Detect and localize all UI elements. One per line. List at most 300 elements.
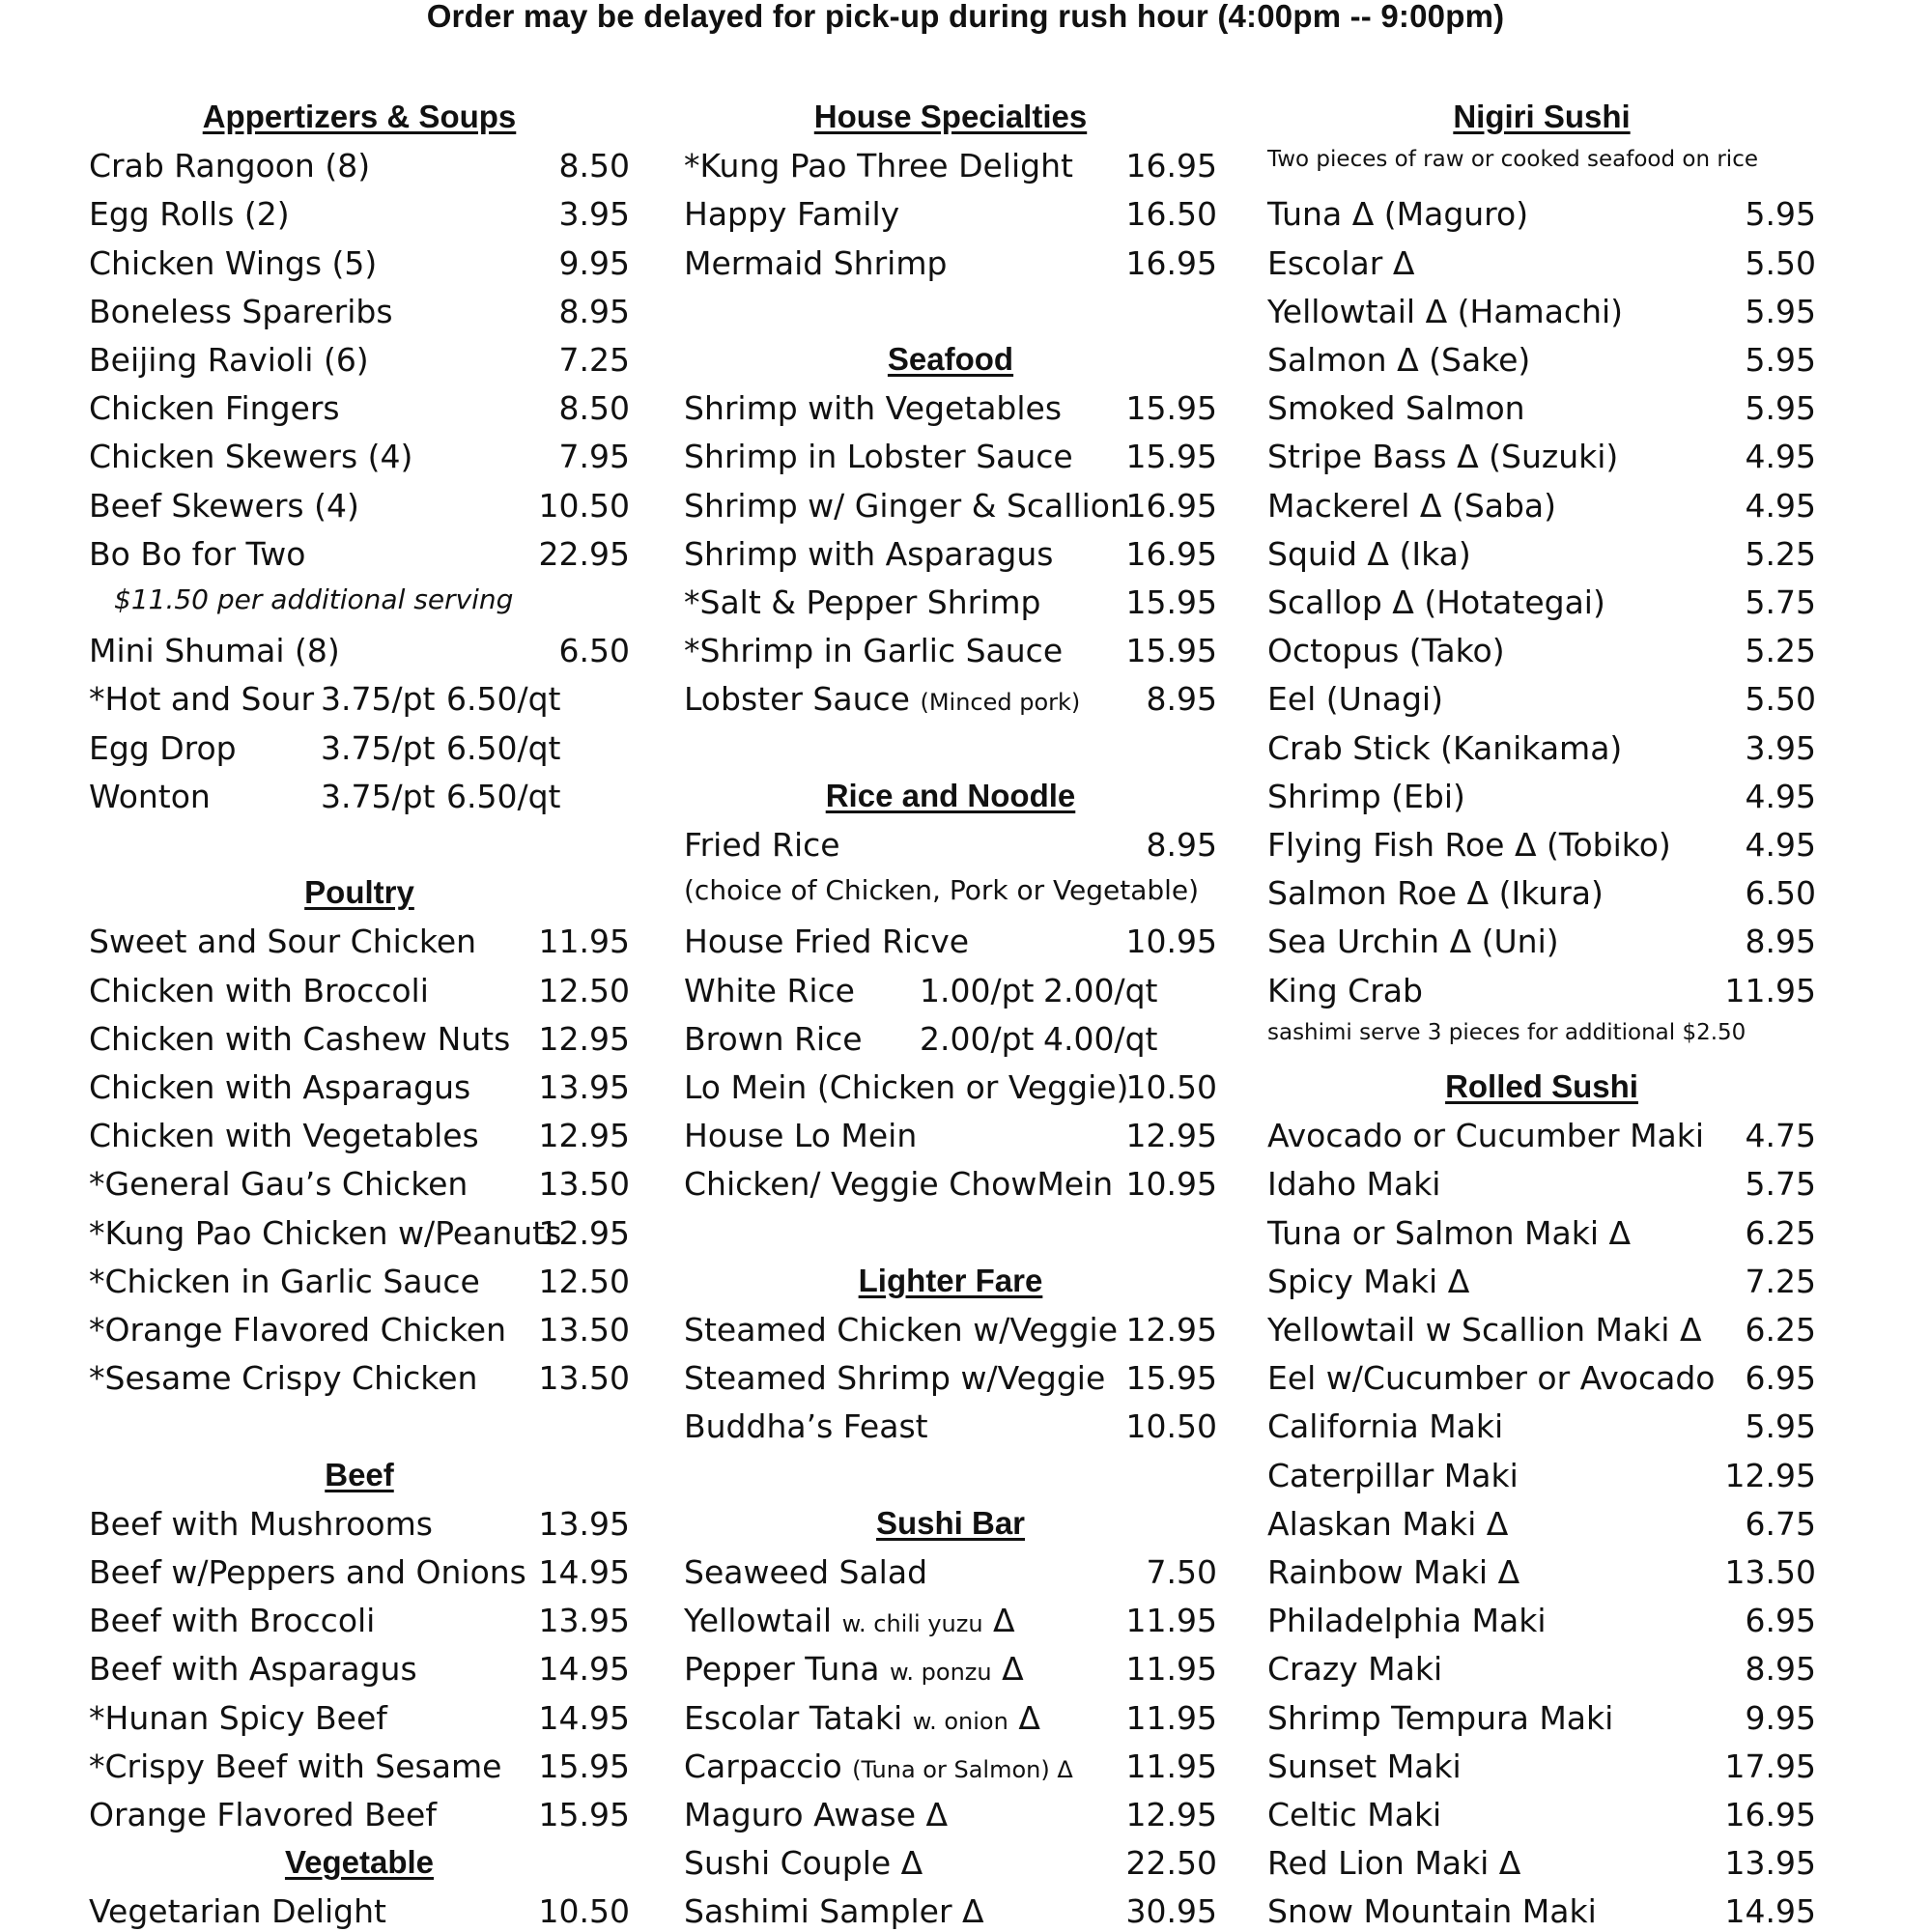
menu-item xyxy=(89,1553,630,1591)
item-name: Salmon Δ (Sake) xyxy=(1267,341,1531,379)
menu-item xyxy=(684,244,1217,282)
item-price: 7.25 xyxy=(1745,1262,1816,1300)
item-name: Beef w/Peppers and Onions xyxy=(89,1553,526,1591)
item-price: 12.50 xyxy=(538,1262,630,1300)
item-name: *Kung Pao Three Delight xyxy=(684,147,1073,185)
menu-item xyxy=(89,1311,630,1349)
item-price: 15.95 xyxy=(1125,389,1217,428)
item-name: Lo Mein (Chicken or Veggie) xyxy=(684,1068,1129,1106)
menu-item xyxy=(1267,1359,1816,1397)
menu-item xyxy=(684,1699,1217,1737)
item-price: 11.95 xyxy=(1125,1747,1217,1785)
item-price: 8.95 xyxy=(1745,923,1816,961)
menu-item xyxy=(684,1165,1217,1203)
menu-item xyxy=(684,1602,1217,1639)
item-quart-price: 2.00/qt xyxy=(1043,971,1158,1009)
item-name: Chicken/ Veggie ChowMein xyxy=(684,1165,1114,1204)
item-name: Alaskan Maki Δ xyxy=(1267,1504,1509,1543)
item-price: 8.95 xyxy=(1146,826,1217,864)
menu-item xyxy=(684,1844,1217,1882)
item-price: 9.95 xyxy=(1745,1698,1816,1737)
item-name: Philadelphia Maki xyxy=(1267,1602,1547,1640)
item-name: King Crab xyxy=(1267,971,1423,1009)
item-pint-price: 2.00/pt xyxy=(920,1019,1035,1058)
menu-note: $11.50 per additional serving xyxy=(114,583,514,615)
item-name: Steamed Chicken w/Veggie xyxy=(684,1311,1118,1349)
item-name: Beef with Asparagus xyxy=(89,1650,417,1689)
menu-item xyxy=(1267,1699,1816,1737)
item-name: Sashimi Sampler Δ xyxy=(684,1892,984,1931)
item-name: Chicken Fingers xyxy=(89,389,340,428)
item-name: Egg Drop xyxy=(89,728,237,767)
menu-item xyxy=(1267,438,1816,475)
menu-item xyxy=(89,293,630,330)
menu-item xyxy=(684,1892,1217,1930)
menu-item xyxy=(89,535,630,573)
item-name: Bo Bo for Two xyxy=(89,534,306,573)
item-name: Smoked Salmon xyxy=(1267,389,1525,428)
item-price: 12.95 xyxy=(1125,1117,1217,1155)
menu-item xyxy=(684,1747,1217,1785)
item-price: 5.75 xyxy=(1745,1165,1816,1204)
menu-item xyxy=(684,1359,1217,1397)
item-price: 16.50 xyxy=(1125,195,1217,234)
menu-item xyxy=(684,1311,1217,1349)
item-price: 6.50 xyxy=(1745,874,1816,913)
item-name: Snow Mountain Maki xyxy=(1267,1892,1597,1931)
menu-item xyxy=(1267,1844,1816,1882)
item-name: Stripe Bass Δ (Suzuki) xyxy=(1267,438,1619,476)
menu-item xyxy=(1267,1311,1816,1349)
item-name: Crab Stick (Kanikama) xyxy=(1267,728,1623,767)
item-name: Spicy Maki Δ xyxy=(1267,1262,1470,1300)
item-price: 14.95 xyxy=(538,1553,630,1591)
item-price: 11.95 xyxy=(538,923,630,961)
item-name: Sweet and Sour Chicken xyxy=(89,923,477,961)
menu-item xyxy=(89,1747,630,1785)
menu-item xyxy=(89,1650,630,1688)
item-name: Chicken Skewers (4) xyxy=(89,438,413,476)
item-price: 3.95 xyxy=(1745,728,1816,767)
item-price: 11.95 xyxy=(1125,1698,1217,1737)
item-name: Shrimp in Lobster Sauce xyxy=(684,438,1073,476)
menu-item xyxy=(89,1602,630,1639)
item-name: Buddha’s Feast xyxy=(684,1407,928,1446)
item-quart-price: 6.50/qt xyxy=(446,777,561,815)
item-name: Tuna Δ (Maguro) xyxy=(1267,195,1529,234)
raw-fish-marker: Δ xyxy=(1018,1698,1040,1737)
item-name: Happy Family xyxy=(684,195,900,234)
menu-item xyxy=(1267,826,1816,864)
item-name: Seaweed Salad xyxy=(684,1553,928,1591)
item-price: 5.50 xyxy=(1745,243,1816,282)
menu-item xyxy=(1267,1214,1816,1252)
item-price: 5.25 xyxy=(1745,632,1816,670)
item-pint-price: 3.75/pt xyxy=(321,777,436,815)
item-price: 6.75 xyxy=(1745,1504,1816,1543)
menu-item xyxy=(684,147,1217,185)
item-pint-price: 3.75/pt xyxy=(321,728,436,767)
item-price: 5.50 xyxy=(1745,680,1816,719)
item-price: 16.95 xyxy=(1125,243,1217,282)
menu-item xyxy=(1267,341,1816,379)
item-price: 15.95 xyxy=(538,1747,630,1785)
item-name: Squid Δ (Ika) xyxy=(1267,534,1471,573)
section-heading-seafood: Seafood xyxy=(887,341,1014,377)
item-name: Chicken with Broccoli xyxy=(89,971,429,1009)
item-price: 17.95 xyxy=(1724,1747,1816,1785)
menu-item xyxy=(89,1359,630,1397)
item-name: Eel (Unagi) xyxy=(1267,680,1443,719)
item-pint-price: 3.75/pt xyxy=(321,680,436,719)
item-price: 11.95 xyxy=(1724,971,1816,1009)
menu-item xyxy=(89,729,630,767)
item-name: Mermaid Shrimp xyxy=(684,243,948,282)
item-name: Carpaccio xyxy=(684,1747,842,1785)
item-detail: w. onion xyxy=(912,1707,1008,1735)
item-name: Sunset Maki xyxy=(1267,1747,1462,1785)
item-price: 5.95 xyxy=(1745,1407,1816,1446)
item-price: 15.95 xyxy=(538,1796,630,1833)
menu-item xyxy=(684,680,1217,718)
menu-item xyxy=(1267,1165,1816,1203)
menu-item xyxy=(89,1165,630,1203)
menu-item xyxy=(89,1796,630,1833)
menu-item xyxy=(1267,1650,1816,1688)
section-heading-rolled-sushi: Rolled Sushi xyxy=(1445,1068,1638,1104)
item-price: 12.95 xyxy=(538,1019,630,1058)
item-price: 7.25 xyxy=(558,341,630,379)
menu-item xyxy=(684,1020,1217,1058)
menu-item xyxy=(1267,1117,1816,1154)
item-price: 14.95 xyxy=(1724,1892,1816,1931)
item-price: 16.95 xyxy=(1724,1796,1816,1833)
menu-item xyxy=(89,1505,630,1543)
item-price: 13.50 xyxy=(538,1359,630,1398)
item-name: House Fried Ricve xyxy=(684,923,970,961)
item-name: Shrimp w/ Ginger & Scallion xyxy=(684,486,1130,525)
item-name: White Rice xyxy=(684,971,855,1009)
item-name: Crab Rangoon (8) xyxy=(89,147,371,185)
item-price: 8.50 xyxy=(558,147,630,185)
item-name: Caterpillar Maki xyxy=(1267,1456,1519,1494)
menu-item xyxy=(1267,680,1816,718)
menu-item xyxy=(1267,778,1816,815)
section-heading-nigiri-sushi: Nigiri Sushi xyxy=(1453,99,1631,134)
item-quart-price: 6.50/qt xyxy=(446,728,561,767)
item-price: 14.95 xyxy=(538,1650,630,1689)
item-price: 12.95 xyxy=(1125,1311,1217,1349)
menu-item xyxy=(89,1214,630,1252)
menu-item xyxy=(89,778,630,815)
item-name: Beef with Mushrooms xyxy=(89,1504,433,1543)
item-quart-price: 6.50/qt xyxy=(446,680,561,719)
item-name: Mini Shumai (8) xyxy=(89,632,340,670)
item-detail: w. chili yuzu xyxy=(841,1610,983,1638)
menu-item xyxy=(1267,195,1816,233)
item-price: 10.50 xyxy=(1125,1068,1217,1106)
item-name: Shrimp with Vegetables xyxy=(684,389,1063,428)
item-price: 10.50 xyxy=(538,1892,630,1931)
menu-item xyxy=(684,826,1217,864)
item-detail: (Minced pork) xyxy=(920,689,1081,717)
menu-item xyxy=(684,438,1217,475)
item-price: 10.95 xyxy=(1125,923,1217,961)
item-name: Red Lion Maki Δ xyxy=(1267,1844,1521,1883)
item-name: Wonton xyxy=(89,777,211,815)
item-name: Boneless Spareribs xyxy=(89,292,393,330)
item-name: Pepper Tuna xyxy=(684,1650,880,1689)
item-price: 13.50 xyxy=(538,1311,630,1349)
item-name: Tuna or Salmon Maki Δ xyxy=(1267,1213,1632,1252)
menu-item xyxy=(89,1068,630,1106)
menu-item xyxy=(1267,1892,1816,1930)
menu-item xyxy=(1267,1796,1816,1833)
item-name: Mackerel Δ (Saba) xyxy=(1267,486,1557,525)
item-name: Chicken Wings (5) xyxy=(89,243,378,282)
item-name: Shrimp (Ebi) xyxy=(1267,777,1465,815)
menu-item xyxy=(1267,389,1816,427)
item-price: 3.95 xyxy=(558,195,630,234)
item-name: Steamed Shrimp w/Veggie xyxy=(684,1359,1106,1398)
item-price: 13.95 xyxy=(538,1602,630,1640)
section-heading-vegetable: Vegetable xyxy=(284,1844,435,1881)
item-price: 4.95 xyxy=(1745,826,1816,864)
menu-item xyxy=(684,583,1217,621)
item-name: Egg Rolls (2) xyxy=(89,195,290,234)
menu-item xyxy=(89,1892,630,1930)
item-price: 30.95 xyxy=(1125,1892,1217,1931)
item-name: House Lo Mein xyxy=(684,1117,918,1155)
item-price: 13.50 xyxy=(538,1165,630,1204)
menu-item xyxy=(89,195,630,233)
item-price: 13.50 xyxy=(1724,1553,1816,1591)
item-name: Fried Rice xyxy=(684,826,840,864)
menu-item xyxy=(89,438,630,475)
item-price: 12.95 xyxy=(538,1117,630,1155)
item-price: 6.95 xyxy=(1745,1602,1816,1640)
menu-item xyxy=(89,680,630,718)
item-name: Sea Urchin Δ (Uni) xyxy=(1267,923,1559,961)
item-price: 12.95 xyxy=(538,1213,630,1252)
item-name: *Chicken in Garlic Sauce xyxy=(89,1262,480,1300)
item-name: Chicken with Vegetables xyxy=(89,1117,479,1155)
menu-item xyxy=(684,195,1217,233)
item-price: 12.95 xyxy=(1125,1796,1217,1833)
item-price: 22.50 xyxy=(1125,1844,1217,1883)
item-name: Eel w/Cucumber or Avocado xyxy=(1267,1359,1716,1398)
item-name: Escolar Δ xyxy=(1267,243,1415,282)
item-price: 10.50 xyxy=(1125,1407,1217,1446)
item-price: 4.95 xyxy=(1745,486,1816,525)
section-heading-poultry: Poultry xyxy=(304,874,414,911)
item-name: Escolar Tataki xyxy=(684,1698,903,1737)
item-price: 6.25 xyxy=(1745,1311,1816,1349)
item-name: Yellowtail xyxy=(684,1602,833,1640)
item-name: California Maki xyxy=(1267,1407,1504,1446)
item-name: Beef with Broccoli xyxy=(89,1602,376,1640)
item-detail: w. ponzu xyxy=(889,1659,992,1687)
item-price: 4.95 xyxy=(1745,777,1816,815)
item-name: Brown Rice xyxy=(684,1019,863,1058)
item-price: 8.95 xyxy=(558,292,630,330)
section-heading-lighter-fare: Lighter Fare xyxy=(858,1262,1043,1298)
item-price: 5.95 xyxy=(1745,389,1816,428)
menu-item xyxy=(1267,1602,1816,1639)
menu-note: Two pieces of raw or cooked seafood on rice xyxy=(1267,147,1758,173)
item-name: Flying Fish Roe Δ (Tobiko) xyxy=(1267,826,1671,864)
menu-item xyxy=(1267,874,1816,912)
item-name: Sushi Couple Δ xyxy=(684,1844,923,1883)
menu-item xyxy=(89,244,630,282)
menu-item xyxy=(684,1553,1217,1591)
menu-item xyxy=(89,1699,630,1737)
item-price: 16.95 xyxy=(1125,486,1217,525)
section-heading-sushi-bar: Sushi Bar xyxy=(875,1504,1026,1541)
item-name: Avocado or Cucumber Maki xyxy=(1267,1117,1705,1155)
menu-item xyxy=(684,1650,1217,1688)
menu-item xyxy=(684,923,1217,960)
menu-item xyxy=(1267,1747,1816,1785)
item-price: 11.95 xyxy=(1125,1650,1217,1689)
item-price: 5.75 xyxy=(1745,583,1816,621)
item-price: 16.95 xyxy=(1125,534,1217,573)
item-price: 15.95 xyxy=(1125,438,1217,476)
item-price: 6.25 xyxy=(1745,1213,1816,1252)
item-name: *General Gau’s Chicken xyxy=(89,1165,469,1204)
menu-item xyxy=(1267,535,1816,573)
menu-item xyxy=(89,487,630,525)
item-price: 4.75 xyxy=(1745,1117,1816,1155)
item-quart-price: 4.00/qt xyxy=(1043,1019,1158,1058)
menu-item xyxy=(1267,972,1816,1009)
item-price: 14.95 xyxy=(538,1698,630,1737)
menu-item xyxy=(89,972,630,1009)
item-name: Salmon Roe Δ (Ikura) xyxy=(1267,874,1604,913)
item-price: 15.95 xyxy=(1125,632,1217,670)
menu-item xyxy=(89,389,630,427)
item-price: 6.50 xyxy=(558,632,630,670)
item-price: 7.50 xyxy=(1146,1553,1217,1591)
menu-item xyxy=(684,389,1217,427)
item-pint-price: 1.00/pt xyxy=(920,971,1035,1009)
item-name: Chicken with Asparagus xyxy=(89,1068,471,1106)
item-price: 12.95 xyxy=(1724,1456,1816,1494)
menu-item xyxy=(1267,487,1816,525)
item-price: 12.50 xyxy=(538,971,630,1009)
item-name: Crazy Maki xyxy=(1267,1650,1443,1689)
menu-item xyxy=(1267,1407,1816,1445)
menu-item xyxy=(1267,632,1816,669)
section-heading-rice-and-noodle: Rice and Noodle xyxy=(825,777,1076,813)
item-name: Orange Flavored Beef xyxy=(89,1796,437,1833)
item-name: *Hot and Sour xyxy=(89,680,315,719)
menu-item xyxy=(684,1407,1217,1445)
item-price: 10.50 xyxy=(538,486,630,525)
menu-item xyxy=(1267,1553,1816,1591)
item-price: 13.95 xyxy=(1724,1844,1816,1883)
menu-note: sashimi serve 3 pieces for additional $2.50 xyxy=(1267,1019,1746,1045)
item-price: 6.95 xyxy=(1745,1359,1816,1398)
item-price: 15.95 xyxy=(1125,1359,1217,1398)
menu-item xyxy=(684,1068,1217,1106)
item-name: *Orange Flavored Chicken xyxy=(89,1311,507,1349)
item-price: 11.95 xyxy=(1125,1602,1217,1640)
item-price: 15.95 xyxy=(1125,583,1217,621)
item-name: Shrimp with Asparagus xyxy=(684,534,1054,573)
item-price: 9.95 xyxy=(558,243,630,282)
item-price: 5.25 xyxy=(1745,534,1816,573)
item-detail: (Tuna or Salmon) Δ xyxy=(852,1755,1073,1783)
menu-item xyxy=(1267,923,1816,960)
menu-item xyxy=(1267,293,1816,330)
menu-item xyxy=(1267,1457,1816,1494)
item-name: Maguro Awase Δ xyxy=(684,1796,949,1833)
item-price: 5.95 xyxy=(1745,341,1816,379)
menu-item xyxy=(684,1796,1217,1833)
menu-item xyxy=(89,1020,630,1058)
item-name: Celtic Maki xyxy=(1267,1796,1442,1833)
item-name: *Salt & Pepper Shrimp xyxy=(684,583,1041,621)
item-name: Shrimp Tempura Maki xyxy=(1267,1698,1614,1737)
menu-item xyxy=(89,632,630,669)
item-name: Scallop Δ (Hotategai) xyxy=(1267,583,1605,621)
item-name: Beijing Ravioli (6) xyxy=(89,341,369,379)
menu-item xyxy=(684,535,1217,573)
item-name: *Sesame Crispy Chicken xyxy=(89,1359,478,1398)
item-name: *Shrimp in Garlic Sauce xyxy=(684,632,1064,670)
item-name: Vegetarian Delight xyxy=(89,1892,386,1931)
item-price: 22.95 xyxy=(538,534,630,573)
item-price: 13.95 xyxy=(538,1504,630,1543)
section-heading-appertizers-soups: Appertizers & Soups xyxy=(202,99,517,134)
item-price: 5.95 xyxy=(1745,195,1816,234)
menu-item xyxy=(684,487,1217,525)
item-name: Idaho Maki xyxy=(1267,1165,1441,1204)
item-price: 4.95 xyxy=(1745,438,1816,476)
menu-item xyxy=(89,1263,630,1300)
menu-item xyxy=(89,147,630,185)
item-price: 8.50 xyxy=(558,389,630,428)
item-price: 13.95 xyxy=(538,1068,630,1106)
item-name: Octopus (Tako) xyxy=(1267,632,1505,670)
item-name: Lobster Sauce xyxy=(684,680,910,719)
menu-note: (choice of Chicken, Pork or Vegetable) xyxy=(684,874,1200,907)
item-name: Rainbow Maki Δ xyxy=(1267,1553,1520,1591)
raw-fish-marker: Δ xyxy=(993,1602,1015,1640)
section-heading-beef: Beef xyxy=(325,1456,394,1492)
item-name: *Crispy Beef with Sesame xyxy=(89,1747,502,1785)
item-price: 7.95 xyxy=(558,438,630,476)
menu-item xyxy=(89,1117,630,1154)
item-price: 8.95 xyxy=(1146,680,1217,719)
menu-item xyxy=(89,341,630,379)
item-name: Yellowtail Δ (Hamachi) xyxy=(1267,292,1624,330)
item-price: 10.95 xyxy=(1125,1165,1217,1204)
item-name: Yellowtail w Scallion Maki Δ xyxy=(1267,1311,1702,1349)
menu-item xyxy=(1267,1263,1816,1300)
menu-item xyxy=(1267,729,1816,767)
menu-item xyxy=(684,1117,1217,1154)
menu-item xyxy=(1267,244,1816,282)
rush-hour-banner: Order may be delayed for pick-up during rush hour (4:00pm -- 9:00pm) xyxy=(426,0,1505,34)
menu-item xyxy=(1267,583,1816,621)
menu-item xyxy=(89,923,630,960)
item-price: 8.95 xyxy=(1745,1650,1816,1689)
raw-fish-marker: Δ xyxy=(1002,1650,1024,1689)
menu-item xyxy=(684,972,1217,1009)
menu-item xyxy=(1267,1505,1816,1543)
